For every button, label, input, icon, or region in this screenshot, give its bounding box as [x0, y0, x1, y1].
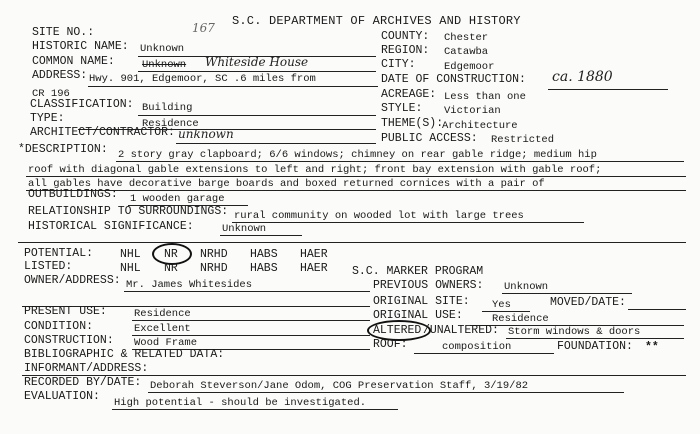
architect-value: unknown	[178, 127, 234, 141]
type-label: TYPE:	[30, 112, 65, 125]
county-label: COUNTY:	[381, 30, 430, 43]
listed-option-nhl: NHL	[120, 262, 141, 275]
altered-value: Storm windows & doors	[508, 326, 641, 338]
original-use-value: Residence	[492, 313, 549, 325]
listed-option-nrhd: NRHD	[200, 262, 228, 275]
region-value: Catawba	[444, 46, 489, 58]
potential-label: POTENTIAL:	[24, 247, 94, 260]
common-name-value: Whiteside House	[205, 55, 309, 69]
listed-option-haer: HAER	[300, 262, 328, 275]
construction-label: CONSTRUCTION:	[24, 334, 114, 347]
listed-option-nr: NR	[164, 262, 178, 275]
acreage-label: ACREAGE:	[381, 88, 437, 101]
description-label: *DESCRIPTION:	[18, 143, 108, 156]
themes-value: Architecture	[442, 120, 518, 132]
owner-label: OWNER/ADDRESS:	[24, 274, 121, 287]
unaltered-label: /UNALTERED:	[423, 324, 499, 337]
address-line	[88, 86, 378, 87]
site-no-value: 167	[192, 21, 215, 35]
outbuildings-label: OUTBUILDINGS:	[28, 188, 118, 201]
form-title: S.C. DEPARTMENT OF ARCHIVES AND HISTORY	[232, 14, 521, 28]
historical-significance-line	[220, 235, 302, 236]
owner-value: Mr. James Whitesides	[126, 279, 253, 291]
description-underline-1	[116, 161, 684, 162]
listed-option-habs: HABS	[250, 262, 278, 275]
county-value: Chester	[444, 32, 489, 44]
relationship-label: RELATIONSHIP TO SURROUNDINGS:	[28, 205, 229, 218]
evaluation-line	[112, 409, 398, 410]
style-label: STYLE:	[381, 102, 423, 115]
themes-label: THEME(S):	[381, 117, 444, 130]
date-of-construction-line	[548, 89, 668, 90]
historical-significance-label: HISTORICAL SIGNIFICANCE:	[28, 220, 194, 233]
recorded-by-value: Deborah Steverson/Jane Odom, COG Preservation Staff, 3/19/82	[150, 380, 529, 392]
moved-date-label: MOVED/DATE:	[550, 296, 626, 309]
listed-label: LISTED:	[24, 260, 73, 273]
description-line-2: roof with diagonal gable extensions to left and right; front bay extension with gable roof;	[28, 164, 602, 176]
original-site-label: ORIGINAL SITE:	[373, 295, 470, 308]
section-divider	[18, 242, 686, 243]
city-label: CITY:	[381, 58, 416, 71]
original-site-line	[482, 311, 530, 312]
historic-name-label: HISTORIC NAME:	[32, 40, 129, 53]
description-underline-2	[26, 176, 686, 177]
roof-value: composition	[442, 341, 512, 353]
evaluation-value: High potential - should be investigated.	[114, 397, 367, 409]
previous-owners-value: Unknown	[504, 281, 549, 293]
potential-option-nhl: NHL	[120, 248, 141, 261]
condition-value: Excellent	[134, 323, 191, 335]
address-value-cont: CR 196	[32, 88, 70, 100]
type-value: Residence	[142, 118, 199, 130]
previous-owners-line	[502, 293, 632, 294]
foundation-label: FOUNDATION:	[557, 340, 633, 353]
potential-option-habs: HABS	[250, 248, 278, 261]
address-label: ADDRESS:	[32, 69, 88, 82]
classification-label: CLASSIFICATION:	[30, 98, 134, 111]
outbuildings-value: 1 wooden garage	[130, 193, 225, 205]
condition-line	[132, 335, 370, 336]
moved-date-line	[628, 309, 686, 310]
classification-line	[138, 115, 376, 116]
foundation-value: **	[645, 341, 659, 354]
description-line-1: 2 story gray clapboard; 6/6 windows; chimney on rear gable ridge; medium hip	[118, 149, 597, 161]
historic-name-value: Unknown	[140, 43, 185, 55]
description-line-3: all gables have decorative barge boards and boxed returned cornices with a pair of	[28, 178, 545, 190]
architect-label: ARCHITECT/CONTRACTOR:	[30, 126, 175, 139]
acreage-value: Less than one	[444, 91, 526, 103]
marker-program-label: S.C. MARKER PROGRAM	[352, 265, 484, 278]
potential-option-haer: HAER	[300, 248, 328, 261]
style-value: Victorian	[444, 105, 501, 117]
potential-option-nrhd: NRHD	[200, 248, 228, 261]
present-use-label: PRESENT USE:	[24, 305, 107, 318]
altered-line	[506, 338, 684, 339]
present-use-line	[132, 320, 370, 321]
roof-label: ROOF:	[373, 338, 408, 351]
common-name-line	[138, 71, 376, 72]
relationship-line	[232, 222, 584, 223]
public-access-label: PUBLIC ACCESS:	[381, 132, 478, 145]
condition-label: CONDITION:	[24, 320, 94, 333]
evaluation-label: EVALUATION:	[24, 390, 100, 403]
historical-significance-value: Unknown	[222, 223, 267, 235]
altered-label: ALTERED	[373, 324, 422, 337]
city-value: Edgemoor	[444, 61, 495, 73]
roof-line	[414, 353, 554, 354]
public-access-value: Restricted	[491, 134, 555, 146]
common-name-struck: Unknown	[142, 59, 187, 71]
relationship-value: rural community on wooded lot with large trees	[234, 210, 524, 222]
site-no-label: SITE NO.:	[32, 26, 95, 39]
potential-option-nr: NR	[164, 248, 178, 261]
date-of-construction-label: DATE OF CONSTRUCTION:	[381, 73, 526, 86]
common-name-label: COMMON NAME:	[32, 55, 115, 68]
previous-owners-label: PREVIOUS OWNERS:	[373, 279, 484, 292]
classification-value: Building	[142, 102, 193, 114]
architect-line	[176, 143, 376, 144]
present-use-value: Residence	[134, 308, 191, 320]
address-value: Hwy. 901, Edgemoor, SC .6 miles from	[89, 73, 316, 85]
recorded-by-line	[148, 392, 624, 393]
informant-label: INFORMANT/ADDRESS:	[24, 362, 149, 375]
region-label: REGION:	[381, 44, 430, 57]
construction-value: Wood Frame	[134, 337, 198, 349]
original-site-value: Yes	[492, 299, 511, 311]
date-of-construction-value: ca. 1880	[552, 69, 613, 85]
original-use-label: ORIGINAL USE:	[373, 309, 463, 322]
bibliographic-label: BIBLIOGRAPHIC & RELATED DATA:	[24, 348, 225, 361]
owner-line	[124, 291, 370, 292]
recorded-by-label: RECORDED BY/DATE:	[24, 376, 142, 389]
description-underline-3	[26, 190, 686, 191]
